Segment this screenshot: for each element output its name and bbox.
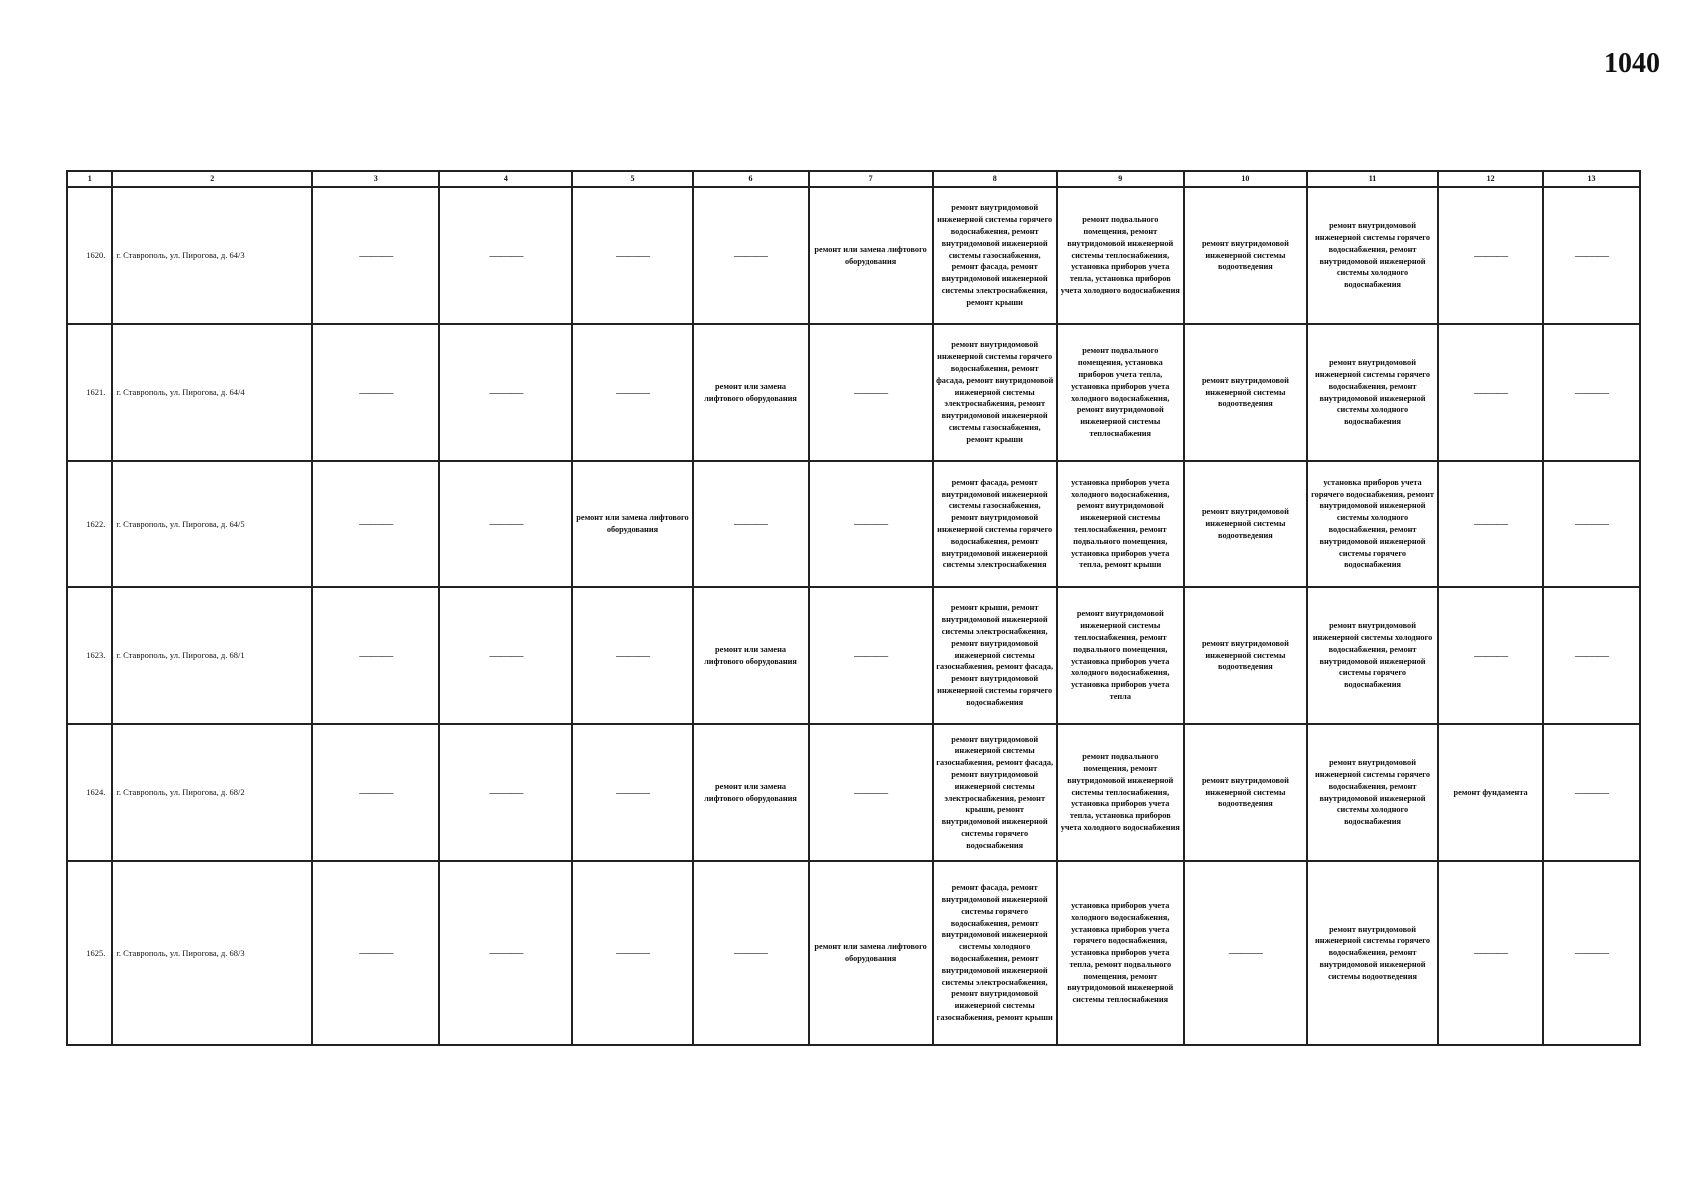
dash-mark: ——— [1575, 945, 1609, 960]
work-type-cell: ремонт внутридомовой инженерной системы водоотведения [1184, 324, 1307, 461]
work-type-cell: ремонт фасада, ремонт внутридомовой инженерной системы горячего водоснабжения, ремонт внутридомовой инженерной системы холодного водоснабжения, ремонт внутридомовой инженерной системы электроснабжения, ремонт внутридомовой инженерной системы газоснабжения, ремонт крыши [933, 861, 1057, 1045]
row-number: 1621. [67, 324, 112, 461]
building-address: г. Ставрополь, ул. Пирогова, д. 68/3 [112, 861, 312, 1045]
empty-dash-cell [1438, 587, 1543, 724]
dash-mark: ——— [615, 247, 649, 262]
column-number-header: 1 [67, 171, 112, 187]
empty-dash-cell [312, 724, 439, 861]
work-type-cell: установка приборов учета холодного водоснабжения, ремонт внутридомовой инженерной системы теплоснабжения, ремонт подвального помещения, установка приборов учета тепла, ремонт крыши [1057, 461, 1184, 587]
work-type-cell: ремонт или замена лифтового оборудования [572, 461, 692, 587]
repair-schedule-table [66, 170, 1641, 1046]
column-number-header: 12 [1438, 171, 1543, 187]
dash-mark: ——— [1474, 516, 1508, 531]
empty-dash-cell [439, 724, 572, 861]
empty-dash-cell [439, 461, 572, 587]
work-type-cell: ремонт внутридомовой инженерной системы горячего водоснабжения, ремонт внутридомовой инженерной системы холодного водоснабжения [1307, 187, 1438, 324]
dash-mark: ——— [854, 647, 888, 662]
dash-mark: ——— [489, 516, 523, 531]
column-number-header: 10 [1184, 171, 1307, 187]
dash-mark: ——— [1474, 247, 1508, 262]
empty-dash-cell [439, 187, 572, 324]
dash-mark: ——— [1575, 647, 1609, 662]
column-number-header: 13 [1543, 171, 1640, 187]
empty-dash-cell [572, 187, 692, 324]
work-type-cell: ремонт внутридомовой инженерной системы водоотведения [1184, 187, 1307, 324]
empty-dash-cell [439, 324, 572, 461]
empty-dash-cell [439, 587, 572, 724]
work-type-cell: ремонт внутридомовой инженерной системы горячего водоснабжения, ремонт внутридомовой инженерной системы холодного водоснабжения [1307, 324, 1438, 461]
column-number-header: 4 [439, 171, 572, 187]
work-type-cell: ремонт внутридомовой инженерной системы газоснабжения, ремонт фасада, ремонт внутридомовой инженерной системы электроснабжения, ремонт крыши, ремонт внутридомовой инженерной системы горячего водоснабжения [933, 724, 1057, 861]
empty-dash-cell [1438, 861, 1543, 1045]
dash-mark: ——— [1575, 247, 1609, 262]
row-number: 1624. [67, 724, 112, 861]
empty-dash-cell [1543, 187, 1640, 324]
dash-mark: ——— [1575, 516, 1609, 531]
column-number-header: 9 [1057, 171, 1184, 187]
building-address: г. Ставрополь, ул. Пирогова, д. 64/3 [112, 187, 312, 324]
empty-dash-cell [693, 187, 809, 324]
dash-mark: ——— [489, 247, 523, 262]
page-number: 1040 [1604, 48, 1660, 79]
empty-dash-cell [1184, 861, 1307, 1045]
work-type-cell: ремонт внутридомовой инженерной системы горячего водоснабжения, ремонт внутридомовой инженерной системы холодного водоснабжения [1307, 724, 1438, 861]
column-number-header: 7 [809, 171, 933, 187]
work-type-cell: установка приборов учета холодного водоснабжения, установка приборов учета горячего водоснабжения, установка приборов учета тепла, ремонт подвального помещения, ремонт внутридомовой инженерной системы теплоснабжения [1057, 861, 1184, 1045]
empty-dash-cell [809, 587, 933, 724]
empty-dash-cell [809, 724, 933, 861]
dash-mark: ——— [854, 784, 888, 799]
work-type-cell: ремонт фасада, ремонт внутридомовой инженерной системы газоснабжения, ремонт внутридомовой инженерной системы горячего водоснабжения, ремонт внутридомовой инженерной системы электроснабжения [933, 461, 1057, 587]
empty-dash-cell [693, 861, 809, 1045]
work-type-cell: ремонт внутридомовой инженерной системы горячего водоснабжения, ремонт фасада, ремонт внутридомовой инженерной системы электроснабжения, ремонт внутридомовой инженерной системы газоснабжения, ремонт крыши [933, 324, 1057, 461]
empty-dash-cell [572, 724, 692, 861]
dash-mark: ——— [359, 247, 393, 262]
column-number-header: 3 [312, 171, 439, 187]
table-row [67, 724, 1640, 861]
work-type-cell: ремонт внутридомовой инженерной системы водоотведения [1184, 461, 1307, 587]
dash-mark: ——— [1575, 384, 1609, 399]
column-number-header: 2 [112, 171, 312, 187]
row-number: 1625. [67, 861, 112, 1045]
empty-dash-cell [809, 461, 933, 587]
empty-dash-cell [1543, 861, 1640, 1045]
dash-mark: ——— [615, 647, 649, 662]
empty-dash-cell [572, 861, 692, 1045]
building-address: г. Ставрополь, ул. Пирогова, д. 64/4 [112, 324, 312, 461]
dash-mark: ——— [359, 784, 393, 799]
work-type-cell: установка приборов учета горячего водоснабжения, ремонт внутридомовой инженерной системы холодного водоснабжения, ремонт внутридомовой инженерной системы горячего водоснабжения [1307, 461, 1438, 587]
dash-mark: ——— [1474, 384, 1508, 399]
row-number: 1623. [67, 587, 112, 724]
work-type-cell: ремонт или замена лифтового оборудования [693, 587, 809, 724]
work-type-cell: ремонт подвального помещения, ремонт внутридомовой инженерной системы теплоснабжения, установка приборов учета тепла, установка приборов учета холодного водоснабжения [1057, 187, 1184, 324]
empty-dash-cell [809, 324, 933, 461]
empty-dash-cell [693, 461, 809, 587]
empty-dash-cell [1543, 461, 1640, 587]
row-number: 1620. [67, 187, 112, 324]
empty-dash-cell [572, 587, 692, 724]
empty-dash-cell [1543, 324, 1640, 461]
work-type-cell: ремонт внутридомовой инженерной системы водоотведения [1184, 587, 1307, 724]
column-number-header: 6 [693, 171, 809, 187]
empty-dash-cell [1438, 187, 1543, 324]
work-type-cell: ремонт внутридомовой инженерной системы горячего водоснабжения, ремонт внутридомовой инженерной системы газоснабжения, ремонт фасада, ремонт внутридомовой инженерной системы электроснабжения, ремонт крыши [933, 187, 1057, 324]
table-row [67, 587, 1640, 724]
work-type-cell: ремонт внутридомовой инженерной системы горячего водоснабжения, ремонт внутридомовой инженерной системы водоотведения [1307, 861, 1438, 1045]
empty-dash-cell [1438, 324, 1543, 461]
dash-mark: ——— [615, 945, 649, 960]
building-address: г. Ставрополь, ул. Пирогова, д. 68/2 [112, 724, 312, 861]
work-type-cell: ремонт внутридомовой инженерной системы холодного водоснабжения, ремонт внутридомовой инженерной системы горячего водоснабжения [1307, 587, 1438, 724]
work-type-cell: ремонт фундамента [1438, 724, 1543, 861]
column-number-row [67, 171, 1640, 187]
dash-mark: ——— [734, 247, 768, 262]
dash-mark: ——— [359, 516, 393, 531]
dash-mark: ——— [359, 647, 393, 662]
empty-dash-cell [1438, 461, 1543, 587]
dash-mark: ——— [854, 516, 888, 531]
work-type-cell: ремонт подвального помещения, ремонт внутридомовой инженерной системы теплоснабжения, установка приборов учета тепла, установка приборов учета холодного водоснабжения [1057, 724, 1184, 861]
table-row [67, 461, 1640, 587]
dash-mark: ——— [615, 784, 649, 799]
work-type-cell: ремонт или замена лифтового оборудования [693, 724, 809, 861]
dash-mark: ——— [359, 384, 393, 399]
column-number-header: 8 [933, 171, 1057, 187]
empty-dash-cell [1543, 724, 1640, 861]
dash-mark: ——— [1474, 945, 1508, 960]
dash-mark: ——— [1474, 647, 1508, 662]
table-row [67, 187, 1640, 324]
empty-dash-cell [312, 861, 439, 1045]
empty-dash-cell [312, 187, 439, 324]
work-type-cell: ремонт подвального помещения, установка приборов учета тепла, установка приборов учета холодного водоснабжения, ремонт внутридомовой инженерной системы теплоснабжения [1057, 324, 1184, 461]
dash-mark: ——— [489, 647, 523, 662]
dash-mark: ——— [489, 784, 523, 799]
work-type-cell: ремонт или замена лифтового оборудования [693, 324, 809, 461]
dash-mark: ——— [854, 384, 888, 399]
work-type-cell: ремонт внутридомовой инженерной системы водоотведения [1184, 724, 1307, 861]
table-row [67, 324, 1640, 461]
empty-dash-cell [312, 324, 439, 461]
column-number-header: 11 [1307, 171, 1438, 187]
row-number: 1622. [67, 461, 112, 587]
empty-dash-cell [572, 324, 692, 461]
dash-mark: ——— [1228, 945, 1262, 960]
empty-dash-cell [439, 861, 572, 1045]
empty-dash-cell [1543, 587, 1640, 724]
dash-mark: ——— [489, 384, 523, 399]
dash-mark: ——— [734, 516, 768, 531]
building-address: г. Ставрополь, ул. Пирогова, д. 68/1 [112, 587, 312, 724]
table-row [67, 861, 1640, 1045]
building-address: г. Ставрополь, ул. Пирогова, д. 64/5 [112, 461, 312, 587]
empty-dash-cell [312, 587, 439, 724]
dash-mark: ——— [489, 945, 523, 960]
work-type-cell: ремонт внутридомовой инженерной системы теплоснабжения, ремонт подвального помещения, установка приборов учета холодного водоснабжения, установка приборов учета тепла [1057, 587, 1184, 724]
work-type-cell: ремонт или замена лифтового оборудования [809, 861, 933, 1045]
dash-mark: ——— [1575, 784, 1609, 799]
dash-mark: ——— [615, 384, 649, 399]
work-type-cell: ремонт или замена лифтового оборудования [809, 187, 933, 324]
empty-dash-cell [312, 461, 439, 587]
column-number-header: 5 [572, 171, 692, 187]
dash-mark: ——— [734, 945, 768, 960]
dash-mark: ——— [359, 945, 393, 960]
work-type-cell: ремонт крыши, ремонт внутридомовой инженерной системы электроснабжения, ремонт внутридомовой инженерной системы газоснабжения, ремонт фасада, ремонт внутридомовой инженерной системы горячего водоснабжения [933, 587, 1057, 724]
